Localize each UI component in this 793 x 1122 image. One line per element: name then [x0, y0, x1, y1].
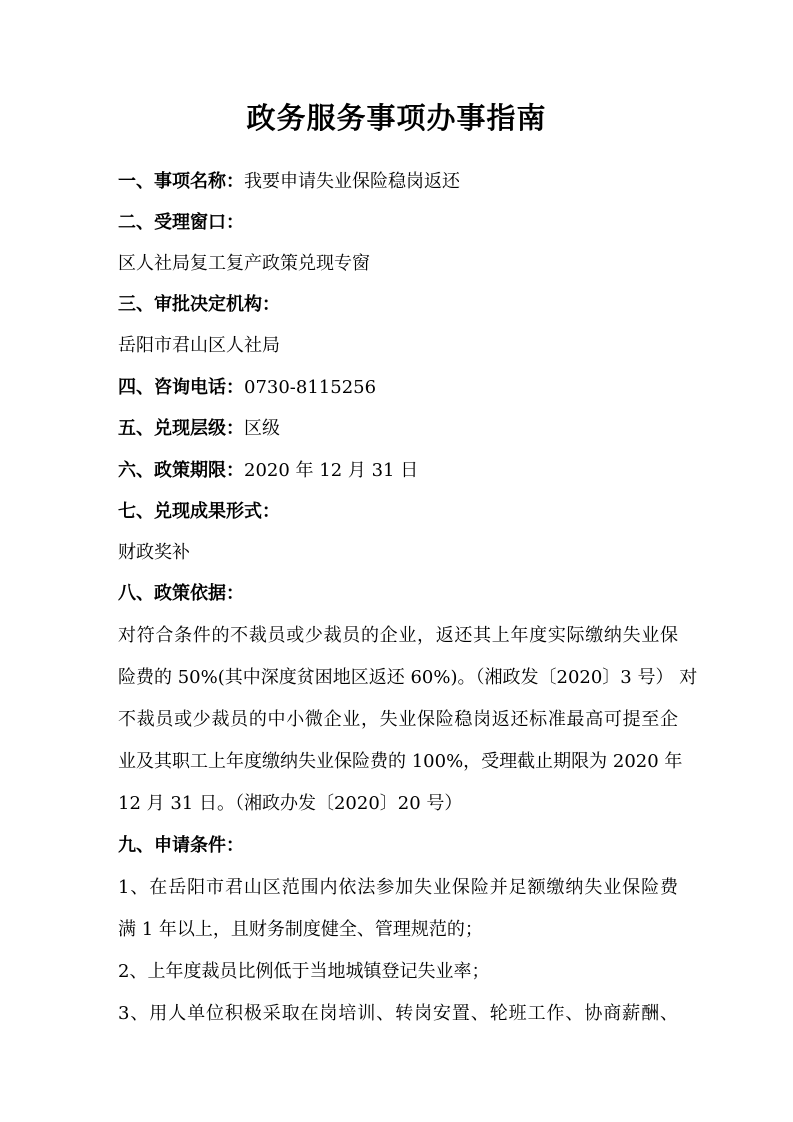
deadline-row — [118, 459, 678, 483]
deadline-value: 2020 年 12 月 31 日 — [244, 460, 419, 481]
condition-line: 满 1 年以上，且财务制度健全、管理规范的； — [118, 919, 483, 940]
level-value: 区级 — [244, 418, 280, 439]
result-form-label: 七、兑现成果形式： — [118, 501, 280, 522]
item-name-value: 我要申请失业保险稳岗返还 — [244, 171, 460, 192]
policy-basis-line: 业及其职工上年度缴纳失业保险费的 100%，受理截止期限为 2020 年 — [118, 751, 683, 772]
conditions-label: 九、申请条件： — [118, 835, 244, 856]
policy-basis-line: 12 月 31 日。（湘政办发〔2020〕20 号） — [118, 793, 463, 814]
level-row — [118, 417, 678, 441]
phone-row — [118, 376, 678, 400]
condition-line: 2、上年度裁员比例低于当地城镇登记失业率； — [118, 961, 490, 982]
authority-label: 三、审批决定机构： — [118, 294, 280, 315]
policy-basis-line: 对符合条件的不裁员或少裁员的企业，返还其上年度实际缴纳失业保 — [118, 625, 678, 646]
phone-value: 0730-8115256 — [244, 377, 377, 398]
item-name-label: 一、事项名称： — [118, 171, 244, 192]
page-title: 政务服务事项办事指南 — [246, 101, 547, 135]
condition-line: 1、在岳阳市君山区范围内依法参加失业保险并足额缴纳失业保险费 — [118, 877, 678, 898]
window-value: 区人社局复工复产政策兑现专窗 — [118, 253, 370, 274]
policy-basis-line: 不裁员或少裁员的中小微企业，失业保险稳岗返还标准最高可提至企 — [118, 709, 678, 730]
policy-basis-line: 险费的 50%(其中深度贫困地区返还 60%)。（湘政发〔2020〕3 号） 对 — [118, 667, 698, 688]
item-name-row — [118, 170, 678, 194]
deadline-label: 六、政策期限： — [118, 460, 244, 481]
policy-basis-label: 八、政策依据： — [118, 583, 244, 604]
window-label: 二、受理窗口： — [118, 212, 244, 233]
level-label: 五、兑现层级： — [118, 418, 244, 439]
phone-label: 四、咨询电话： — [118, 377, 244, 398]
condition-line: 3、用人单位积极采取在岗培训、转岗安置、轮班工作、协商薪酬、 — [118, 1003, 678, 1024]
authority-value: 岳阳市君山区人社局 — [118, 335, 280, 356]
result-form-value: 财政奖补 — [118, 542, 190, 563]
